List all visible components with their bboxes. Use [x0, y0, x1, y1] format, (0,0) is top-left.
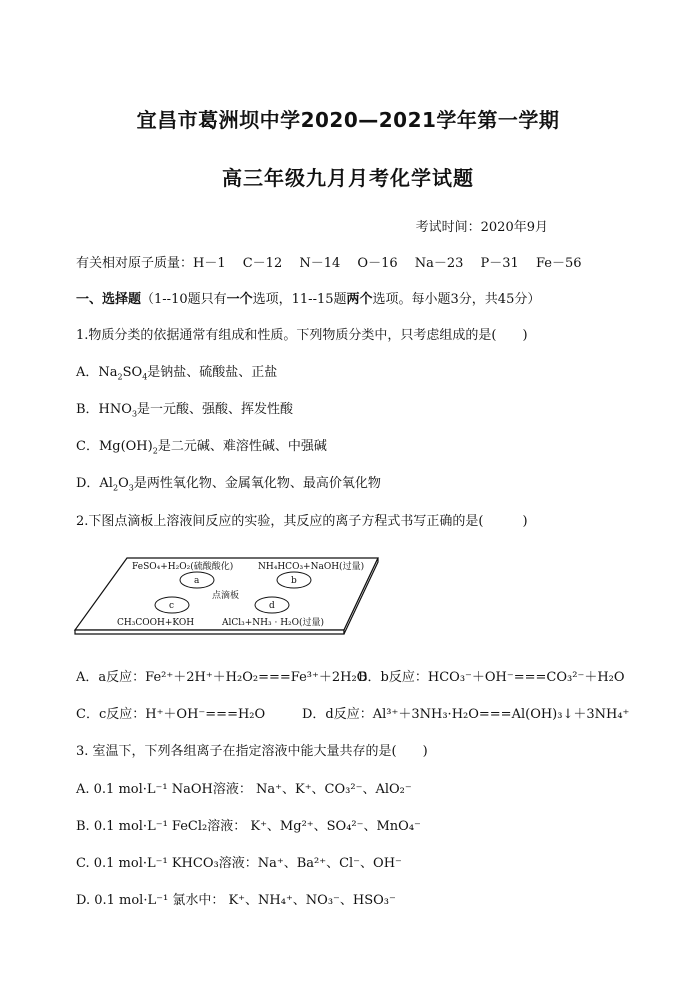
plate-front [75, 630, 344, 634]
atomic-masses: 有关相对原子质量：H－1 C－12 N－14 O－16 Na－23 P－31 Fe－56 [76, 256, 582, 271]
q1-c-pre: C．Mg(OH) [76, 439, 153, 454]
q1-d-pre: D．Al [76, 476, 113, 491]
q1-c-post: 是二元碱、难溶性碱、中强碱 [157, 439, 327, 454]
q3-option-b: B. 0.1 mol·L⁻¹ FeCl₂溶液： K⁺、Mg²⁺、SO₄²⁻、MnO₄⁻ [76, 819, 421, 834]
section-note-bold2: 两个 [346, 292, 373, 307]
q1-b-pre: B．HNO [76, 402, 132, 417]
q1-a-pre: A．Na [76, 365, 118, 380]
q1-d-mid: O [118, 476, 129, 491]
q1-option-a: A．$Na_2SO_4$是钠盐、硫酸盐、正盐 [76, 365, 278, 382]
exam-time: 考试时间：2020年9月 [415, 220, 548, 235]
section1-heading [76, 288, 540, 307]
q2-option-b: B．b反应：HCO₃⁻＋OH⁻===CO₃²⁻＋H₂O [358, 670, 625, 685]
section-note-a: （1--10题只有 [141, 292, 227, 307]
fig-center-label: 点滴板 [212, 591, 240, 601]
q1-option-c: C．$Mg(OH)_2$是二元碱、难溶性碱、中强碱 [76, 439, 327, 456]
section-label: 一、选择题 [76, 292, 142, 307]
q3-option-d: D. 0.1 mol·L⁻¹ 氯水中： K⁺、NH₄⁺、NO₃⁻、HSO₃⁻ [76, 893, 396, 908]
fig-label-d: AlCl₃+NH₃ · H₂O(过量) [222, 618, 325, 628]
q2-stem: 2.下图点滴板上溶液间反应的实验，其反应的离子方程式书写正确的是( ) [76, 514, 528, 529]
spot-plate-figure [72, 552, 382, 642]
q1-a-mid: SO [122, 365, 143, 380]
fig-label-a: FeSO₄+H₂O₂(硫酸酸化) [132, 562, 234, 572]
section-note-bold: 一个 [226, 292, 253, 307]
title-line2: 高三年级九月月考化学试题 [222, 166, 474, 190]
well-c-label: c [169, 601, 175, 611]
fig-label-c: CH₃COOH+KOH [117, 618, 195, 628]
section-note-c: 选项。每小题3分，共45分） [372, 292, 541, 307]
q3-option-c: C. 0.1 mol·L⁻¹ KHCO₃溶液：Na⁺、Ba²⁺、Cl⁻、OH⁻ [76, 856, 402, 871]
title-line1: 宜昌市葛洲坝中学2020—2021学年第一学期 [136, 108, 560, 132]
well-a-label: a [194, 576, 200, 586]
q2-option-d: D．d反应：Al³⁺＋3NH₃·H₂O===Al(OH)₃↓＋3NH₄⁺ [302, 707, 630, 722]
q1-d-post: 是两性氧化物、金属氧化物、最高价氧化物 [133, 476, 381, 491]
q2-option-a: A．a反应：Fe²⁺＋2H⁺＋H₂O₂===Fe³⁺＋2H₂O [76, 670, 368, 685]
fig-label-b: NH₄HCO₃+NaOH(过量) [258, 562, 365, 572]
q3-stem: 3. 室温下，下列各组离子在指定溶液中能大量共存的是( ) [76, 744, 428, 759]
q1-a-post: 是钠盐、硫酸盐、正盐 [147, 365, 278, 380]
section-note-b: 选项，11--15题 [252, 292, 347, 307]
q1-b-post: 是一元酸、强酸、挥发性酸 [137, 402, 294, 417]
q1-option-b: B．$HNO_3$是一元酸、强酸、挥发性酸 [76, 402, 294, 419]
q3-option-a: A. 0.1 mol·L⁻¹ NaOH溶液： Na⁺、K⁺、CO₃²⁻、AlO₂⁻ [76, 782, 412, 797]
well-d-label: d [269, 601, 275, 611]
well-b-label: b [291, 576, 297, 586]
q2-option-c: C．c反应：H⁺＋OH⁻===H₂O [76, 707, 266, 722]
q1-option-d: D．$Al_2O_3$是两性氧化物、金属氧化物、最高价氧化物 [76, 476, 381, 493]
q1-stem: 1.物质分类的依据通常有组成和性质。下列物质分类中，只考虑组成的是( ) [76, 328, 528, 343]
